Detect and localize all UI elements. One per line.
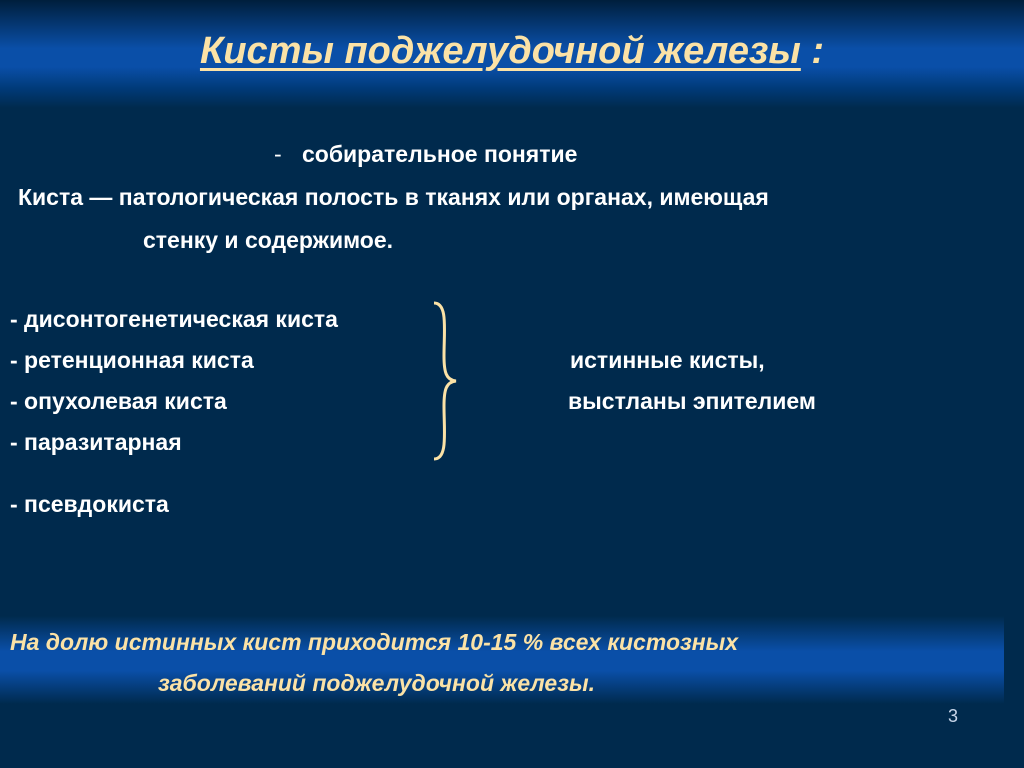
cyst-type-dysontogenetic: - дисонтогенетическая киста xyxy=(10,306,338,332)
footer-line-2: заболеваний поджелудочной железы. xyxy=(158,670,595,696)
page-number: 3 xyxy=(948,706,959,726)
slide-title xyxy=(0,30,1024,73)
pseudocyst-item: - псевдокиста xyxy=(10,491,169,517)
true-cysts-label: истинные кисты, xyxy=(570,347,765,373)
true-cysts-note: выстланы эпителием xyxy=(568,388,816,414)
slide-title-main: Кисты поджелудочной железы xyxy=(199,30,801,72)
slide-title-suffix: : xyxy=(800,30,825,72)
definition-dash: - xyxy=(274,141,282,167)
right-curly-brace xyxy=(428,300,468,462)
cyst-type-parasitic: - паразитарная xyxy=(10,429,182,455)
cyst-type-tumor: - опухолевая киста xyxy=(10,388,227,414)
cyst-type-retention: - ретенционная киста xyxy=(10,347,254,373)
definition-line-2: стенку и содержимое. xyxy=(143,227,394,253)
definition-line-1: Киста — патологическая полость в тканях или органах, имеющая xyxy=(18,184,769,210)
definition-note: собирательное понятие xyxy=(302,141,578,167)
footer-line-1: На долю истинных кист приходится 10-15 % всех кистозных xyxy=(10,629,739,655)
